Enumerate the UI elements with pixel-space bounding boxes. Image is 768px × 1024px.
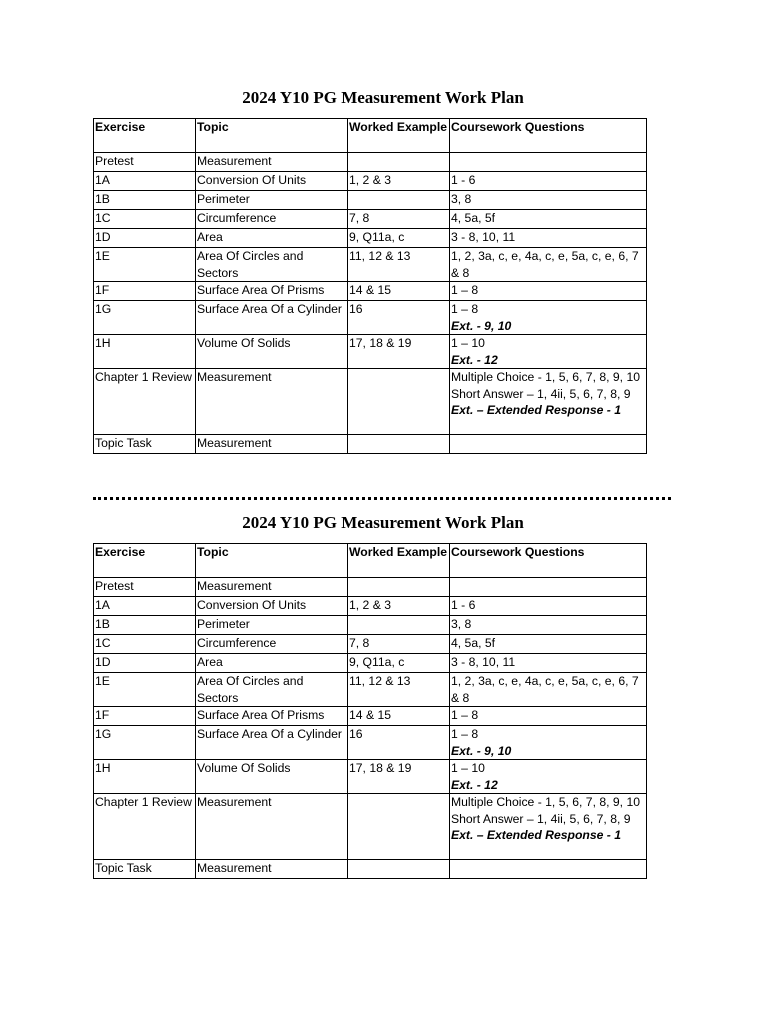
cell-topic: Surface Area Of a Cylinder xyxy=(196,726,348,760)
cell-coursework xyxy=(450,673,647,707)
cell-coursework xyxy=(450,435,647,454)
table-row xyxy=(94,760,647,794)
cell-worked-example: 11, 12 & 13 xyxy=(348,673,450,707)
cell-worked-example xyxy=(348,794,450,860)
cell-worked-example xyxy=(348,369,450,435)
cell-coursework xyxy=(450,172,647,191)
cell-coursework xyxy=(450,794,647,860)
cell-worked-example: 17, 18 & 19 xyxy=(348,335,450,369)
cell-worked-example xyxy=(348,435,450,454)
cell-topic: Measurement xyxy=(196,860,348,879)
cell-exercise: 1E xyxy=(94,248,196,282)
cell-exercise: Pretest xyxy=(94,578,196,597)
cell-exercise: 1G xyxy=(94,301,196,335)
header-worked-example: Worked Example xyxy=(348,544,450,578)
table-row xyxy=(94,794,647,860)
cell-worked-example: 17, 18 & 19 xyxy=(348,760,450,794)
table-row xyxy=(94,435,647,454)
coursework-text: 1, 2, 3a, c, e, 4a, c, e, 5a, c, e, 6, 7 & 8 xyxy=(451,249,639,280)
cell-coursework xyxy=(450,229,647,248)
table-row xyxy=(94,654,647,673)
coursework-text: 3, 8 xyxy=(451,617,472,631)
cell-exercise: Chapter 1 Review xyxy=(94,369,196,435)
cell-exercise: 1D xyxy=(94,229,196,248)
coursework-text-short-answer: Short Answer – 1, 4ii, 5, 6, 7, 8, 9 xyxy=(451,811,631,826)
cell-topic: Surface Area Of a Cylinder xyxy=(196,301,348,335)
extension-text: Ext. - 9, 10 xyxy=(451,743,512,758)
header-worked-example: Worked Example xyxy=(348,119,450,153)
cell-worked-example: 1, 2 & 3 xyxy=(348,172,450,191)
table-row xyxy=(94,597,647,616)
cell-worked-example xyxy=(348,616,450,635)
cell-coursework xyxy=(450,210,647,229)
cell-coursework xyxy=(450,597,647,616)
cell-exercise: 1C xyxy=(94,635,196,654)
coursework-text: 3 - 8, 10, 11 xyxy=(451,655,516,669)
table-row xyxy=(94,635,647,654)
cell-coursework xyxy=(450,635,647,654)
cell-coursework xyxy=(450,248,647,282)
cell-worked-example: 7, 8 xyxy=(348,210,450,229)
cell-topic: Measurement xyxy=(196,369,348,435)
coursework-text: Multiple Choice - 1, 5, 6, 7, 8, 9, 10 xyxy=(451,370,641,384)
coursework-text: 1, 2, 3a, c, e, 4a, c, e, 5a, c, e, 6, 7 & 8 xyxy=(451,674,639,705)
table-row xyxy=(94,616,647,635)
table-row xyxy=(94,578,647,597)
cell-exercise: Topic Task xyxy=(94,435,196,454)
table-header-row xyxy=(94,544,647,578)
table-header-row xyxy=(94,119,647,153)
cell-exercise: 1G xyxy=(94,726,196,760)
extension-text: Ext. - 12 xyxy=(451,352,498,367)
cell-coursework xyxy=(450,726,647,760)
cell-topic: Measurement xyxy=(196,578,348,597)
cell-exercise: 1D xyxy=(94,654,196,673)
cell-coursework xyxy=(450,860,647,879)
cell-worked-example: 1, 2 & 3 xyxy=(348,597,450,616)
table-row xyxy=(94,229,647,248)
cell-topic: Area xyxy=(196,654,348,673)
cell-exercise: Topic Task xyxy=(94,860,196,879)
work-plan-body xyxy=(94,544,647,879)
table-row xyxy=(94,210,647,229)
cell-coursework xyxy=(450,153,647,172)
table-row xyxy=(94,248,647,282)
cell-topic: Conversion Of Units xyxy=(196,172,348,191)
table-row xyxy=(94,301,647,335)
cell-worked-example: 11, 12 & 13 xyxy=(348,248,450,282)
coursework-text: 1 - 6 xyxy=(451,598,476,612)
coursework-text: Multiple Choice - 1, 5, 6, 7, 8, 9, 10 xyxy=(451,795,641,809)
table-row xyxy=(94,282,647,301)
coursework-text: 1 – 8 xyxy=(451,302,479,316)
cell-worked-example: 14 & 15 xyxy=(348,707,450,726)
cell-worked-example: 16 xyxy=(348,301,450,335)
header-exercise: Exercise xyxy=(94,544,196,578)
header-coursework: Coursework Questions xyxy=(450,544,647,578)
cell-exercise: 1C xyxy=(94,210,196,229)
cell-topic: Area xyxy=(196,229,348,248)
coursework-text: 3, 8 xyxy=(451,192,472,206)
cell-topic: Measurement xyxy=(196,153,348,172)
table-row xyxy=(94,191,647,210)
table-row xyxy=(94,860,647,879)
cell-worked-example xyxy=(348,191,450,210)
work-plan-table xyxy=(93,543,647,879)
coursework-text: 3 - 8, 10, 11 xyxy=(451,230,516,244)
cell-exercise: 1F xyxy=(94,282,196,301)
coursework-text: 1 – 10 xyxy=(451,336,485,350)
coursework-text: 1 – 8 xyxy=(451,283,479,297)
cell-coursework xyxy=(450,616,647,635)
cell-topic: Surface Area Of Prisms xyxy=(196,282,348,301)
cell-topic: Volume Of Solids xyxy=(196,760,348,794)
header-topic: Topic xyxy=(196,544,348,578)
cell-exercise: Pretest xyxy=(94,153,196,172)
cell-exercise: 1B xyxy=(94,616,196,635)
cell-topic: Perimeter xyxy=(196,616,348,635)
cell-coursework xyxy=(450,282,647,301)
extension-text: Ext. - 12 xyxy=(451,777,498,792)
cell-coursework xyxy=(450,760,647,794)
cell-exercise: Chapter 1 Review xyxy=(94,794,196,860)
table-row xyxy=(94,335,647,369)
cell-topic: Area Of Circles and Sectors xyxy=(196,248,348,282)
cell-coursework xyxy=(450,335,647,369)
cell-worked-example: 16 xyxy=(348,726,450,760)
plan-title: 2024 Y10 PG Measurement Work Plan xyxy=(242,513,524,532)
cell-worked-example xyxy=(348,578,450,597)
coursework-text: 1 – 10 xyxy=(451,761,485,775)
cell-topic: Conversion Of Units xyxy=(196,597,348,616)
table-row xyxy=(94,726,647,760)
cell-exercise: 1E xyxy=(94,673,196,707)
work-plan-body xyxy=(94,119,647,454)
header-coursework: Coursework Questions xyxy=(450,119,647,153)
dotted-separator xyxy=(93,487,671,500)
plan-title: 2024 Y10 PG Measurement Work Plan xyxy=(242,88,524,107)
header-exercise: Exercise xyxy=(94,119,196,153)
cell-topic: Measurement xyxy=(196,794,348,860)
extension-text: Ext. - 9, 10 xyxy=(451,318,512,333)
header-topic: Topic xyxy=(196,119,348,153)
coursework-text-short-answer: Short Answer – 1, 4ii, 5, 6, 7, 8, 9 xyxy=(451,386,631,401)
cell-worked-example xyxy=(348,153,450,172)
coursework-text: 1 - 6 xyxy=(451,173,476,187)
coursework-text: 4, 5a, 5f xyxy=(451,636,496,650)
table-row xyxy=(94,673,647,707)
cell-worked-example: 7, 8 xyxy=(348,635,450,654)
cell-coursework xyxy=(450,191,647,210)
cell-topic: Surface Area Of Prisms xyxy=(196,707,348,726)
table-row xyxy=(94,172,647,191)
cell-exercise: 1A xyxy=(94,172,196,191)
cell-worked-example: 14 & 15 xyxy=(348,282,450,301)
cell-exercise: 1H xyxy=(94,760,196,794)
cell-exercise: 1H xyxy=(94,335,196,369)
cell-exercise: 1F xyxy=(94,707,196,726)
cell-exercise: 1B xyxy=(94,191,196,210)
table-row xyxy=(94,153,647,172)
cell-worked-example: 9, Q11a, c xyxy=(348,654,450,673)
cell-topic: Area Of Circles and Sectors xyxy=(196,673,348,707)
extension-text: Ext. – Extended Response - 1 xyxy=(451,403,622,417)
cell-coursework xyxy=(450,654,647,673)
cell-coursework xyxy=(450,369,647,435)
cell-topic: Circumference xyxy=(196,635,348,654)
table-row xyxy=(94,707,647,726)
cell-topic: Perimeter xyxy=(196,191,348,210)
cell-worked-example: 9, Q11a, c xyxy=(348,229,450,248)
cell-coursework xyxy=(450,578,647,597)
work-plan-table xyxy=(93,118,647,454)
coursework-text: 1 – 8 xyxy=(451,727,479,741)
cell-coursework xyxy=(450,301,647,335)
cell-topic: Circumference xyxy=(196,210,348,229)
cell-topic: Volume Of Solids xyxy=(196,335,348,369)
cell-coursework xyxy=(450,707,647,726)
cell-worked-example xyxy=(348,860,450,879)
cell-topic: Measurement xyxy=(196,435,348,454)
coursework-text: 4, 5a, 5f xyxy=(451,211,496,225)
table-row xyxy=(94,369,647,435)
coursework-text: 1 – 8 xyxy=(451,708,479,722)
extension-text: Ext. – Extended Response - 1 xyxy=(451,828,622,842)
cell-exercise: 1A xyxy=(94,597,196,616)
